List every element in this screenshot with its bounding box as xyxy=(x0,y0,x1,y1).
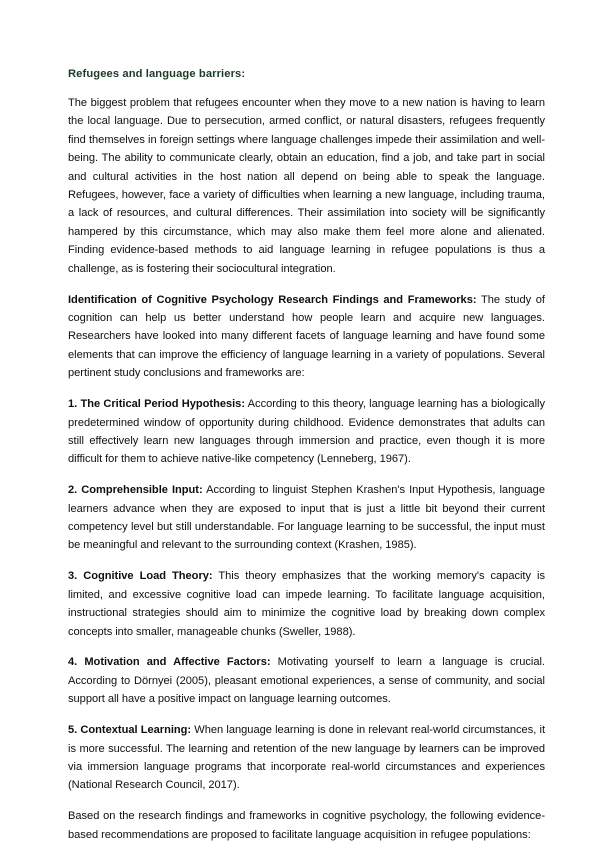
paragraph-lead: 3. Cognitive Load Theory: xyxy=(68,570,213,583)
paragraph-lead: 5. Contextual Learning: xyxy=(68,724,192,737)
paragraph-comprehensible-input xyxy=(68,481,545,555)
paragraph-closing xyxy=(68,807,545,844)
paragraph-motivation-affective-factors xyxy=(68,653,545,708)
paragraph-text: The biggest problem that refugees encounter when they move to a new nation is having to learn the local language. Due to persecution, armed conflict, or natural disasters, refugees frequently find themselves in foreign settings where language challenges impede their assimilation and well-being. The ability to communicate clearly, obtain an education, find a job, and take part in social and cultural activities in the host nation all depend on being able to speak the language. Refugees, however, face a variety of difficulties when learning a new language, including trauma, a lack of resources, and cultural differences. Their assimilation into society will be significantly hampered by this circumstance, which may also make them feel more alone and alienated. Finding evidence-based methods to aid language learning in refugee populations is thus a challenge, as is fostering their sociocultural integration. xyxy=(68,97,545,275)
paragraph-lead: Identification of Cognitive Psychology Research Findings and Frameworks: xyxy=(68,293,477,306)
paragraph-lead: 4. Motivation and Affective Factors: xyxy=(68,656,271,669)
paragraph-identification xyxy=(68,291,545,383)
paragraph-cognitive-load-theory xyxy=(68,567,545,641)
paragraph-text: The study of cognition can help us better understand how people learn and acquire new languages. Researchers have looked into many different facets of language learning and have found some elements that can improve the efficiency of language learning in a variety of populations. Several pertinent study conclusions and frameworks are: xyxy=(68,293,545,380)
paragraph-text: According to linguist Stephen Krashen's Input Hypothesis, language learners advance when they are exposed to input that is just a little bit beyond their current competency level but still understandable. For language learning to be successful, the input must be meaningful and relevant to the surrounding context (Krashen, 1985). xyxy=(68,484,545,552)
page-title: Refugees and language barriers: xyxy=(68,68,246,80)
paragraph-text: This theory emphasizes that the working memory's capacity is limited, and excessive cognitive load can impede learning. To facilitate language acquisition, instructional strategies should aim to minimize the cognitive load by breaking down complex concepts into smaller, manageable chunks (Sweller, 1988). xyxy=(68,570,546,638)
document-body xyxy=(68,66,545,844)
paragraph-text: Based on the research findings and frameworks in cognitive psychology, the following evidence-based recommendations are proposed to facilitate language acquisition in refugee populations: xyxy=(68,810,545,841)
paragraph-text: Motivating yourself to learn a language is crucial. According to Dörnyei (2005), pleasant emotional experiences, a sense of community, and social support all have a positive impact on language learning outcomes. xyxy=(68,656,545,706)
paragraph-intro xyxy=(68,94,545,278)
paragraph-contextual-learning xyxy=(68,721,545,795)
paragraph-text: According to this theory, language learning has a biologically predetermined window of opportunity during childhood. Evidence demonstrates that adults can still effectively learn new languages through immersion and practice, even though it is more difficult for them to achieve native-like competency (Lenneberg, 1967). xyxy=(68,398,545,466)
paragraph-lead: 1. The Critical Period Hypothesis: xyxy=(68,398,246,411)
paragraph-lead: 2. Comprehensible Input: xyxy=(68,484,203,497)
paragraph-critical-period-hypothesis xyxy=(68,395,545,469)
paragraph-text: When language learning is done in relevant real-world circumstances, it is more successful. The learning and retention of the new language by learners can be improved via immersion language programs that incorporate real-world circumstances and experiences (National Research Council, 2017). xyxy=(68,724,546,792)
